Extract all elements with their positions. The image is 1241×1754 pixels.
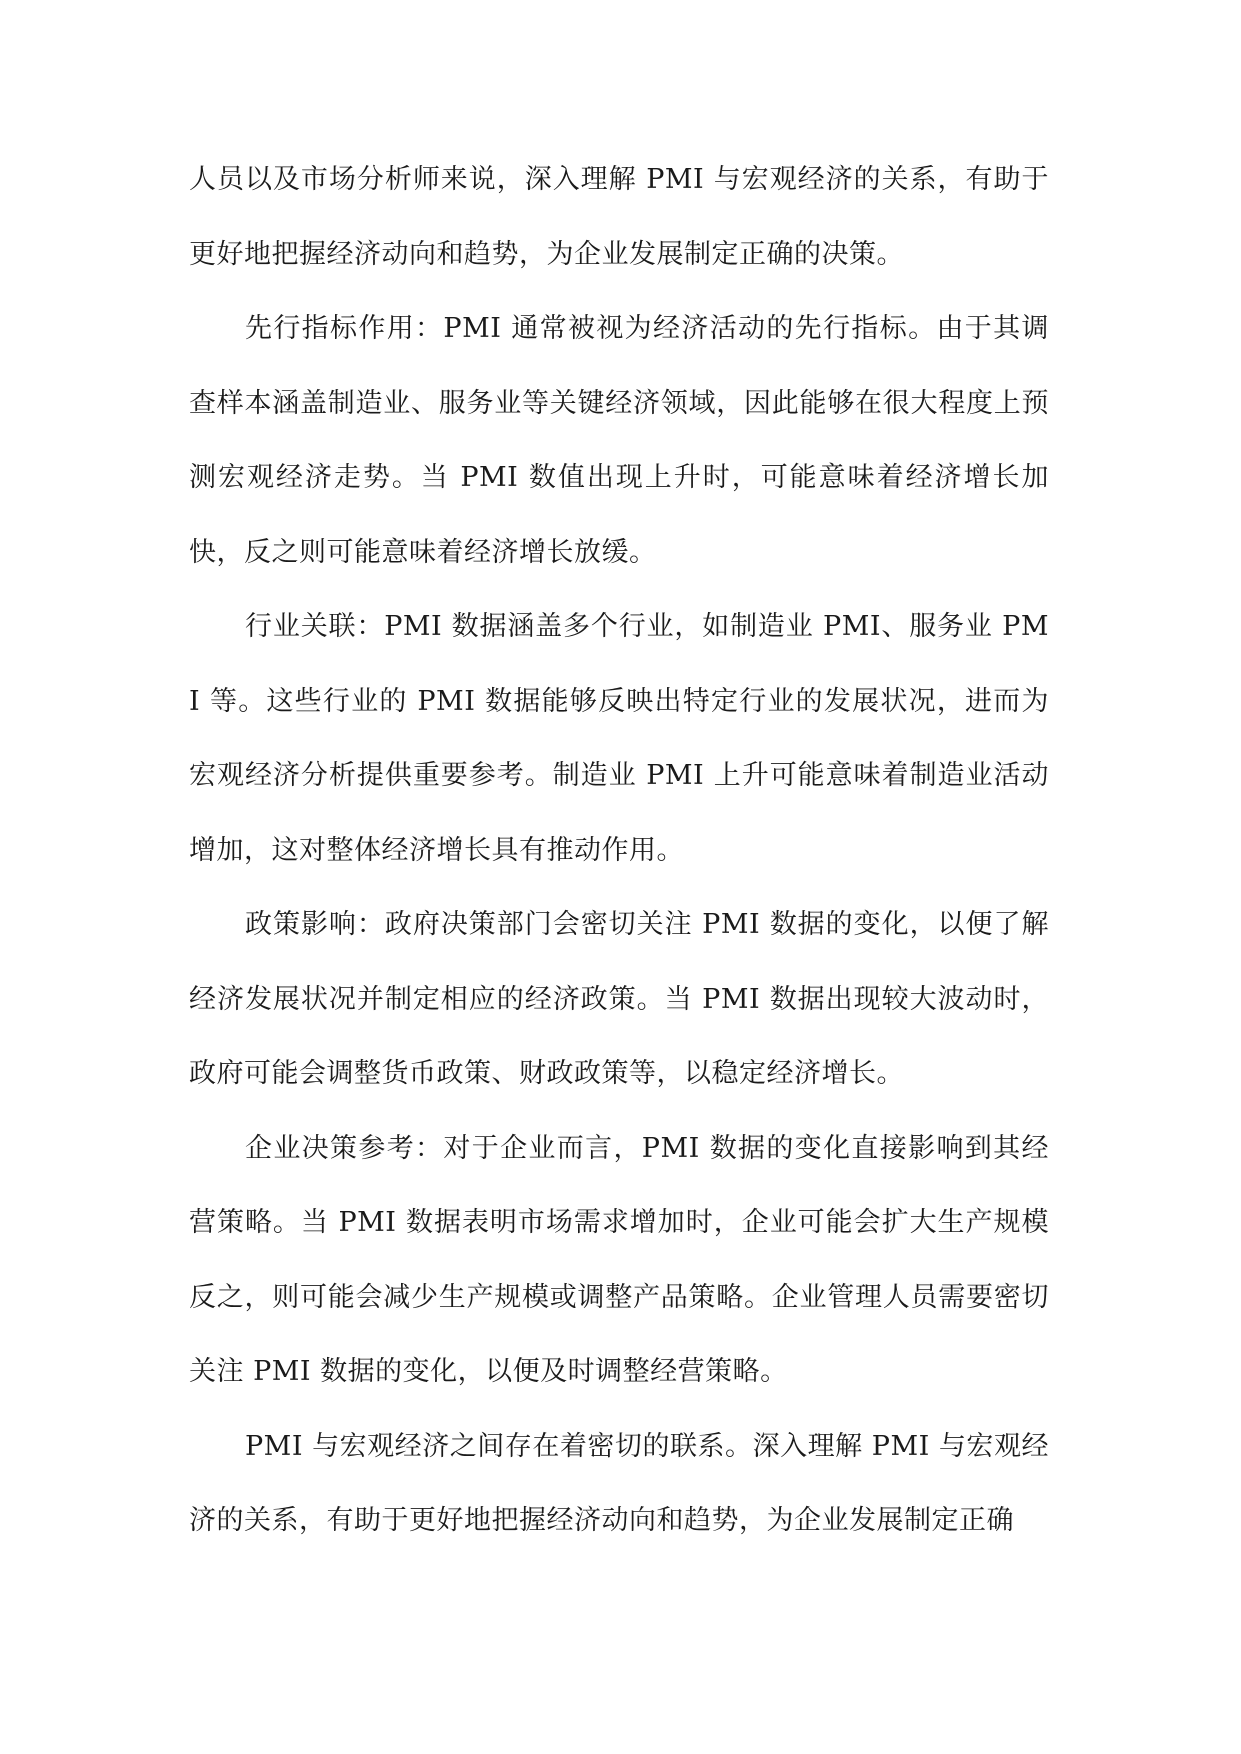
paragraph-policy-impact: 政策影响：政府决策部门会密切关注 PMI 数据的变化，以便了解经济发展状况并制定相应的经济政策。当 PMI 数据出现较大波动时，政府可能会调整货币政策、财政政策等，以稳定经济增长。	[189, 909, 1049, 1089]
paragraph-intro-continuation: 人员以及市场分析师来说，深入理解 PMI 与宏观经济的关系，有助于更好地把握经济动向和趋势，为企业发展制定正确的决策。	[189, 164, 1049, 270]
paragraph-business-decision: 企业决策参考：对于企业而言，PMI 数据的变化直接影响到其经营策略。当 PMI 数据表明市场需求增加时，企业可能会扩大生产规模反之，则可能会减少生产规模或调整产品策略。企业管理人员需要密切关注 PMI 数据的变化，以便及时调整经营策略。	[189, 1132, 1049, 1387]
paragraph-conclusion: PMI 与宏观经济之间存在着密切的联系。深入理解 PMI 与宏观经济的关系，有助于更好地把握经济动向和趋势，为企业发展制定正确	[189, 1430, 1049, 1536]
paragraph-industry-link: 行业关联：PMI 数据涵盖多个行业，如制造业 PMI、服务业 PMI 等。这些行业的 PMI 数据能够反映出特定行业的发展状况，进而为宏观经济分析提供重要参考。制造业 PMI 上升可能意味着制造业活动增加，这对整体经济增长具有推动作用。	[189, 611, 1049, 866]
paragraph-leading-indicator: 先行指标作用：PMI 通常被视为经济活动的先行指标。由于其调查样本涵盖制造业、服务业等关键经济领域，因此能够在很大程度上预测宏观经济走势。当 PMI 数值出现上升时，可能意味着经济增长加快，反之则可能意味着经济增长放缓。	[189, 313, 1049, 568]
document-body	[189, 143, 1049, 1559]
